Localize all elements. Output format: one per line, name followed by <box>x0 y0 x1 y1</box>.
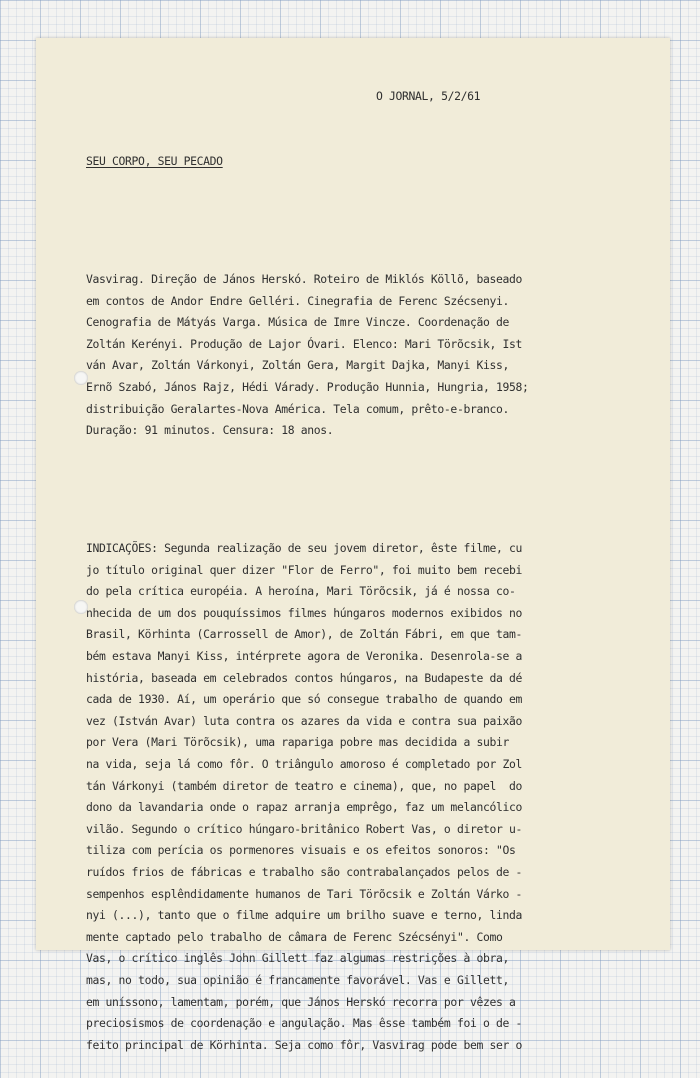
review-line: preciosismos de coordenação e angulação. Mas êsse também foi o de - <box>86 1016 523 1031</box>
typed-text <box>86 43 646 1078</box>
credits-line: Ernõ Szabó, János Rajz, Hédi Várady. Produção Hunnia, Hungria, 1958; <box>86 379 529 394</box>
credits-paragraph <box>86 269 646 442</box>
review-line: vez (István Avar) luta contra os azares da vida e contra sua paixão <box>86 713 523 728</box>
review-line: Brasil, Körhinta (Carrossell de Amor), de Zoltán Fábri, em que tam- <box>86 627 523 642</box>
review-line: INDICAÇÕES: Segunda realização de seu jovem diretor, êste filme, cu <box>86 541 523 556</box>
credits-line: distribuição Geralartes-Nova América. Tela comum, prêto-e-branco. <box>86 401 510 416</box>
review-line: tán Várkonyi (também diretor de teatro e cinema), que, no papel do <box>86 778 523 793</box>
review-line: ruídos frios de fábricas e trabalho são contrabalançados pelos de - <box>86 864 523 879</box>
review-line: dono da lavandaria onde o rapaz arranja emprêgo, faz um melancólico <box>86 800 523 815</box>
review-line: cada de 1930. Aí, um operário que só consegue trabalho de quando em <box>86 692 523 707</box>
review-line: Vas, o crítico inglês John Gillett faz algumas restrições à obra, <box>86 951 510 966</box>
review-line: tiliza com perícia os pormenores visuais e os efeitos sonoros: "Os <box>86 843 516 858</box>
film-title: SEU CORPO, SEU PECADO <box>86 153 223 168</box>
credits-line: em contos de Andor Endre Gelléri. Cinegrafia de Ferenc Szécsenyi. <box>86 293 510 308</box>
credits-line: Duração: 91 minutos. Censura: 18 anos. <box>86 423 334 438</box>
review-line: do pela crítica européia. A heroína, Mari Törõcsik, já é nossa co- <box>86 584 516 599</box>
credits-line: Vasvirag. Direção de János Herskó. Roteiro de Miklós Köllõ, baseado <box>86 271 523 286</box>
credits-line: ván Avar, Zoltán Várkonyi, Zoltán Gera, Margit Dajka, Manyi Kiss, <box>86 358 510 373</box>
review-line: nhecida de um dos pouquíssimos filmes húngaros modernos exibidos no <box>86 605 523 620</box>
review-line: jo título original quer dizer "Flor de Ferro", foi muito bem recebi <box>86 562 523 577</box>
review-paragraph <box>86 538 646 1056</box>
newspaper-source: O JORNAL, 5/2/61 <box>376 89 481 104</box>
review-line: feito principal de Körhinta. Seja como fôr, Vasvirag pode bem ser o <box>86 1037 523 1052</box>
review-line: mente captado pelo trabalho de câmara de Ferenc Szécsényi". Como <box>86 929 503 944</box>
review-line: sempenhos esplêndidamente humanos de Tari Törõcsik e Zoltán Várko - <box>86 886 523 901</box>
review-line: por Vera (Mari Törõcsik), uma rapariga pobre mas decidida a subir <box>86 735 510 750</box>
review-line: vilão. Segundo o crítico húngaro-britânico Robert Vas, o diretor u- <box>86 821 523 836</box>
credits-line: Cenografia de Mátyás Varga. Música de Imre Vincze. Coordenação de <box>86 315 510 330</box>
review-line: na vida, seja lá como fôr. O triângulo amoroso é completado por Zol <box>86 757 523 771</box>
credits-line: Zoltán Kerényi. Produção de Lajor Óvari. Elenco: Mari Törõcsik, Ist <box>86 336 523 351</box>
review-line: história, baseada em celebrados contos húngaros, na Budapeste da dé <box>86 670 523 685</box>
review-line: bém estava Manyi Kiss, intérprete agora de Veronika. Desenrola-se a <box>86 649 523 664</box>
review-line: mas, no todo, sua opinião é francamente favorável. Vas e Gillett, <box>86 972 510 987</box>
review-line: nyi (...), tanto que o filme adquire um brilho suave e terno, linda <box>86 908 523 923</box>
review-line: em uníssono, lamentam, porém, que János Herskó recorra por vêzes a <box>86 994 516 1009</box>
